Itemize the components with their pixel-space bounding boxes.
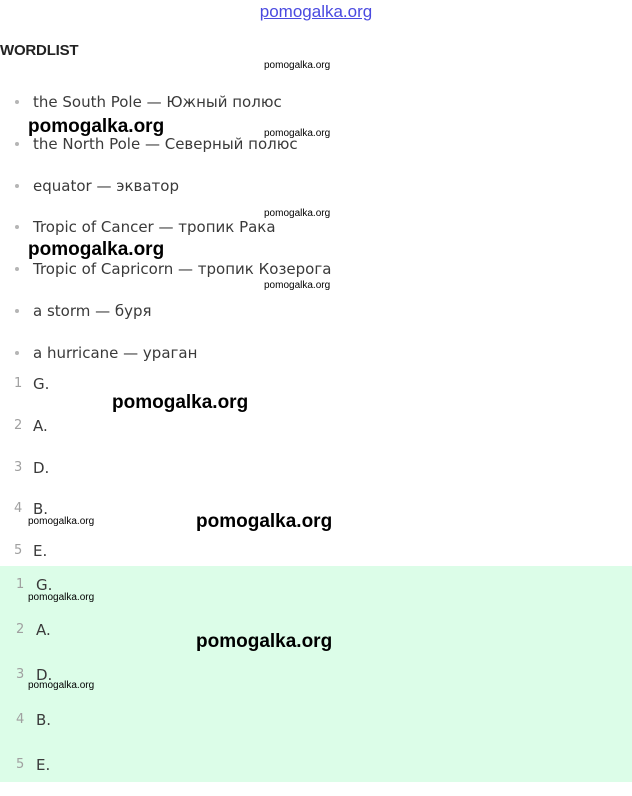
watermark: pomogalka.org — [28, 239, 165, 260]
wordlist-item — [0, 339, 331, 381]
answer-number: 4 — [16, 712, 25, 727]
watermark: pomogalka.org — [28, 116, 165, 137]
bullet-icon — [15, 184, 19, 188]
bullet-icon — [15, 100, 19, 104]
wordlist-item-text: the North Pole — Северный полюс — [33, 134, 298, 153]
answer-text: G. — [33, 375, 50, 393]
bullet-icon — [15, 267, 19, 271]
watermark: pomogalka.org — [196, 511, 333, 532]
answer-text: D. — [33, 458, 50, 477]
answer-number: 5 — [14, 543, 23, 559]
answer-number: 3 — [14, 459, 23, 475]
wordlist-item-text: Tropic of Cancer — тропик Рака — [33, 218, 276, 237]
watermark: pomogalka.org — [28, 680, 95, 691]
bullet-icon — [15, 142, 19, 146]
answer-number: 3 — [16, 667, 25, 682]
answer-text: E. — [36, 756, 51, 774]
wordlist-item-text: Tropic of Capricorn — тропик Козерога — [33, 260, 332, 279]
answer-number: 4 — [14, 501, 23, 517]
answer-number: 2 — [16, 622, 25, 637]
answer-number: 2 — [14, 417, 23, 433]
watermark: pomogalka.org — [28, 592, 95, 603]
watermark: pomogalka.org — [28, 516, 95, 527]
highlighted-answer-box — [0, 566, 632, 782]
wordlist-item-text: the South Pole — Южный полюс — [33, 93, 282, 111]
watermark: pomogalka.org — [264, 208, 331, 219]
watermark: pomogalka.org — [264, 280, 331, 291]
wordlist-item-text: a hurricane — ураган — [33, 343, 198, 362]
watermark: pomogalka.org — [196, 631, 333, 652]
answer-text: D. — [36, 666, 53, 684]
answer-text: G. — [36, 576, 53, 594]
answer-text: A. — [36, 621, 51, 639]
bullet-icon — [15, 225, 19, 229]
watermark: pomogalka.org — [264, 60, 331, 71]
watermark: pomogalka.org — [112, 392, 249, 413]
answer-number: 5 — [16, 757, 25, 772]
answer-number: 1 — [14, 376, 23, 391]
answer-text: B. — [33, 500, 49, 519]
bullet-icon — [15, 309, 19, 313]
wordlist-heading: WORDLIST — [0, 42, 79, 59]
wordlist-item-text: a storm — буря — [33, 301, 152, 320]
watermark: pomogalka.org — [264, 128, 331, 139]
answer-text: B. — [36, 711, 52, 729]
answer-text: E. — [33, 542, 48, 561]
answer-number: 1 — [16, 577, 25, 592]
wordlist-item-text: equator — экватор — [33, 176, 179, 195]
answer-text: A. — [33, 416, 48, 435]
wordlist-item — [0, 297, 331, 339]
site-link[interactable]: pomogalka.org — [259, 2, 373, 21]
bullet-icon — [15, 351, 19, 355]
